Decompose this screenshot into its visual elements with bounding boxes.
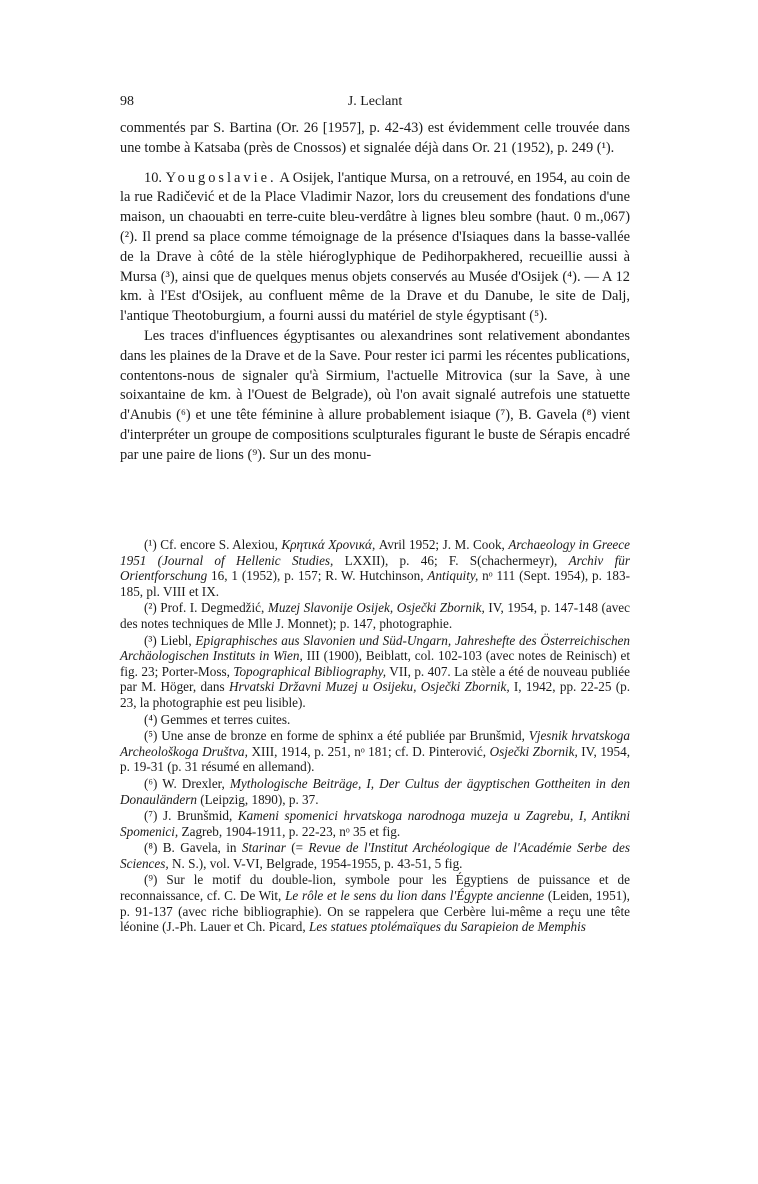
footnote-italic: Archaeology in Greece 1951 (Journal of Hellenic Studies, (120, 537, 630, 568)
footnote-4: (⁴) Gemmes et terres cuites. (144, 711, 291, 727)
footnote-text: LXXII), p. 46; F. S(chachermeyr), (333, 552, 569, 568)
footnote-text: (⁶) W. Drexler, (144, 775, 230, 791)
footnote-7 (120, 808, 630, 839)
footnote-text: IV, 1954, p. 147-148 (avec des notes techniques de Mlle J. Monnet); p. 147, photographie. (120, 600, 630, 631)
footnote-italic: Kameni spomenici hrvatskoga narodnoga muzeja u Zagrebu, I, Antikni Spomenici, (120, 808, 630, 839)
footnote-text: (²) Prof. I. Degmedžić, (144, 600, 268, 616)
footnote-italic: Muzej Slavonije Osijek, Osječki Zbornik, (267, 600, 485, 616)
footnote-italic: Κρητικά Χρονικά (281, 537, 372, 552)
footnote-text: 16, 1 (1952), p. 157; R. W. Hutchinson, (207, 568, 428, 584)
paragraph-1: commentés par S. Bartina (Or. 26 [1957], p. 42-43) est évidemment celle trouvée dans une tombe à Katsaba (près de Cnossos) et signalée déjà dans Or. 21 (1952), p. 249 (¹). (120, 120, 630, 156)
footnote-3 (120, 633, 630, 711)
page-header (120, 94, 630, 114)
footnote-6 (120, 776, 630, 807)
footnote-text: (⁵) Une anse de bronze en forme de sphinx a été publiée par Brunšmid, (144, 728, 529, 744)
footnote-italic: Les statues ptolémaïques du Sarapieion de Memphis (308, 919, 586, 935)
footnote-italic: Topographical Bibliography, (233, 663, 387, 679)
footnote-text: III (1900), Beiblatt, col. 102-103 (avec notes de Reinisch) et fig. 23; Porter-Moss, (120, 648, 630, 679)
footnote-italic: Antiquity, (427, 568, 479, 584)
page-number: 98 (120, 94, 134, 109)
footnote-text: XIII, 1914, p. 251, nᵒ 181; cf. D. Pinterović, (247, 743, 490, 759)
footnote-5 (120, 728, 630, 775)
footnote-text: (³) Liebl, (144, 632, 196, 648)
footnote-2 (120, 600, 630, 631)
footnote-italic: Archiv für Orientforschung (120, 552, 630, 584)
footnote-italic: Mythologische Beiträge, I, Der Cultus der ägyptischen Gottheiten in den Donauländern (120, 775, 630, 807)
footnote-text: (⁹) Sur le motif du double-lion, symbole pour les Égyptiens de puissance et de reconnaissance, cf. C. De Wit, (120, 872, 630, 904)
footnote-9 (120, 872, 630, 934)
footnote-text: (Leiden, 1951), p. 91-137 (avec riche bibliographie). On se rappelera que Cerbère lui-même a reçu une tête léonine (J.-Ph. Lauer et Ch. Picard, (120, 888, 630, 935)
footnote-text: Zagreb, 1904-1911, p. 22-23, nᵒ 35 et fig. (178, 823, 401, 839)
footnote-8 (120, 840, 630, 871)
footnotes (120, 537, 630, 936)
footnote-text: I, 1942, pp. 22-25 (p. 23, la photographie est peu lisible). (120, 679, 630, 710)
footnote-italic: Revue de l'Institut Archéologique de l'Académie Serbe des Sciences, (120, 840, 630, 871)
footnote-text: (¹) Cf. encore S. Alexiou, (144, 537, 282, 552)
footnote-italic: Epigraphisches aus Slavonien und Süd-Ungarn, Jahreshefte des Österreichischen Archäologischen Instituts in Wien, (120, 632, 630, 664)
paragraph-2-text: A Osijek, l'antique Mursa, on a retrouvé, en 1954, au coin de la rue Radičević et de la Place Vladimir Nazor, lors du creusement des fondations d'une maison, un chaouabti en terre-cuite bleu-verdâtre à lignes bleu sombre (haut. 0 m.,067) (²). Il prend sa place comme témoignage de la présence d'Isiaques dans la basse-vallée de la Drave à côté de la stèle hiéroglyphique de Pedihorpakhered, recueillie aussi à Mursa (³), ainsi que de quelques menus objets conservés au Musée d'Osijek (⁴). — A 12 km. à l'Est d'Osijek, au confluent même de la Drave et du Danube, le site de Dalj, l'antique Theotoburgium, a fourni aussi du matériel de style égyptisant (⁵). (120, 169, 630, 325)
footnote-text: (= (285, 840, 309, 856)
footnote-italic: Hrvatski Državni Muzej u Osijeku, Osječki Zbornik, (228, 679, 510, 695)
paragraph-2 (120, 169, 630, 327)
footnote-text: VII, p. 407. La stèle a été de nouveau publiée par M. Höger, dans (120, 663, 630, 695)
footnote-italic: Le rôle et le sens du lion dans l'Égypte ancienne (285, 888, 545, 904)
footnote-italic: Starinar (241, 840, 286, 856)
footnote-text: (⁸) B. Gavela, in (144, 840, 242, 856)
paragraph-3: Les traces d'influences égyptisantes ou alexandrines sont relativement abondantes dans les plaines de la Drave et de la Save. Pour rester ici parmi les récentes publications, contentons-nous de signaler qu'à Sirmium, l'actuelle Mitrovica (sur la Save, à une soixantaine de km. à l'Ouest de Belgrade), où l'on avait signalé autrefois une statuette d'Anubis (⁶) et une tête féminine à allure probablement isiaque (⁷), B. Gavela (⁸) vient d'interpréter un groupe de compositions sculpturales figurant le buste de Sérapis encadré par une paire de lions (⁹). Sur un des monu- (120, 327, 630, 463)
running-head: J. Leclant (347, 94, 403, 109)
footnote-text: (⁷) J. Brunšmid, (144, 808, 238, 824)
footnote-text: IV, 1954, p. 19-31 (p. 31 résumé en allemand). (120, 743, 630, 775)
footnote-text: , Avril 1952; J. M. Cook, (371, 537, 509, 552)
footnote-text: nᵒ 111 (Sept. 1954), p. 183-185, pl. VIII et IX. (120, 568, 630, 599)
footnote-1 (120, 537, 630, 599)
footnote-text: N. S.), vol. V-VI, Belgrade, 1954-1955, p. 43-51, 5 fig. (168, 855, 463, 871)
footnote-italic: Osječki Zbornik, (489, 743, 578, 759)
section-number: 10. (144, 169, 162, 186)
footnote-italic: Vjesnik hrvatskoga Archeološkoga Društva, (120, 728, 630, 759)
footnote-text: (Leipzig, 1890), p. 37. (196, 791, 319, 807)
body-text (120, 119, 630, 466)
section-country: Yougoslavie. (165, 169, 277, 186)
